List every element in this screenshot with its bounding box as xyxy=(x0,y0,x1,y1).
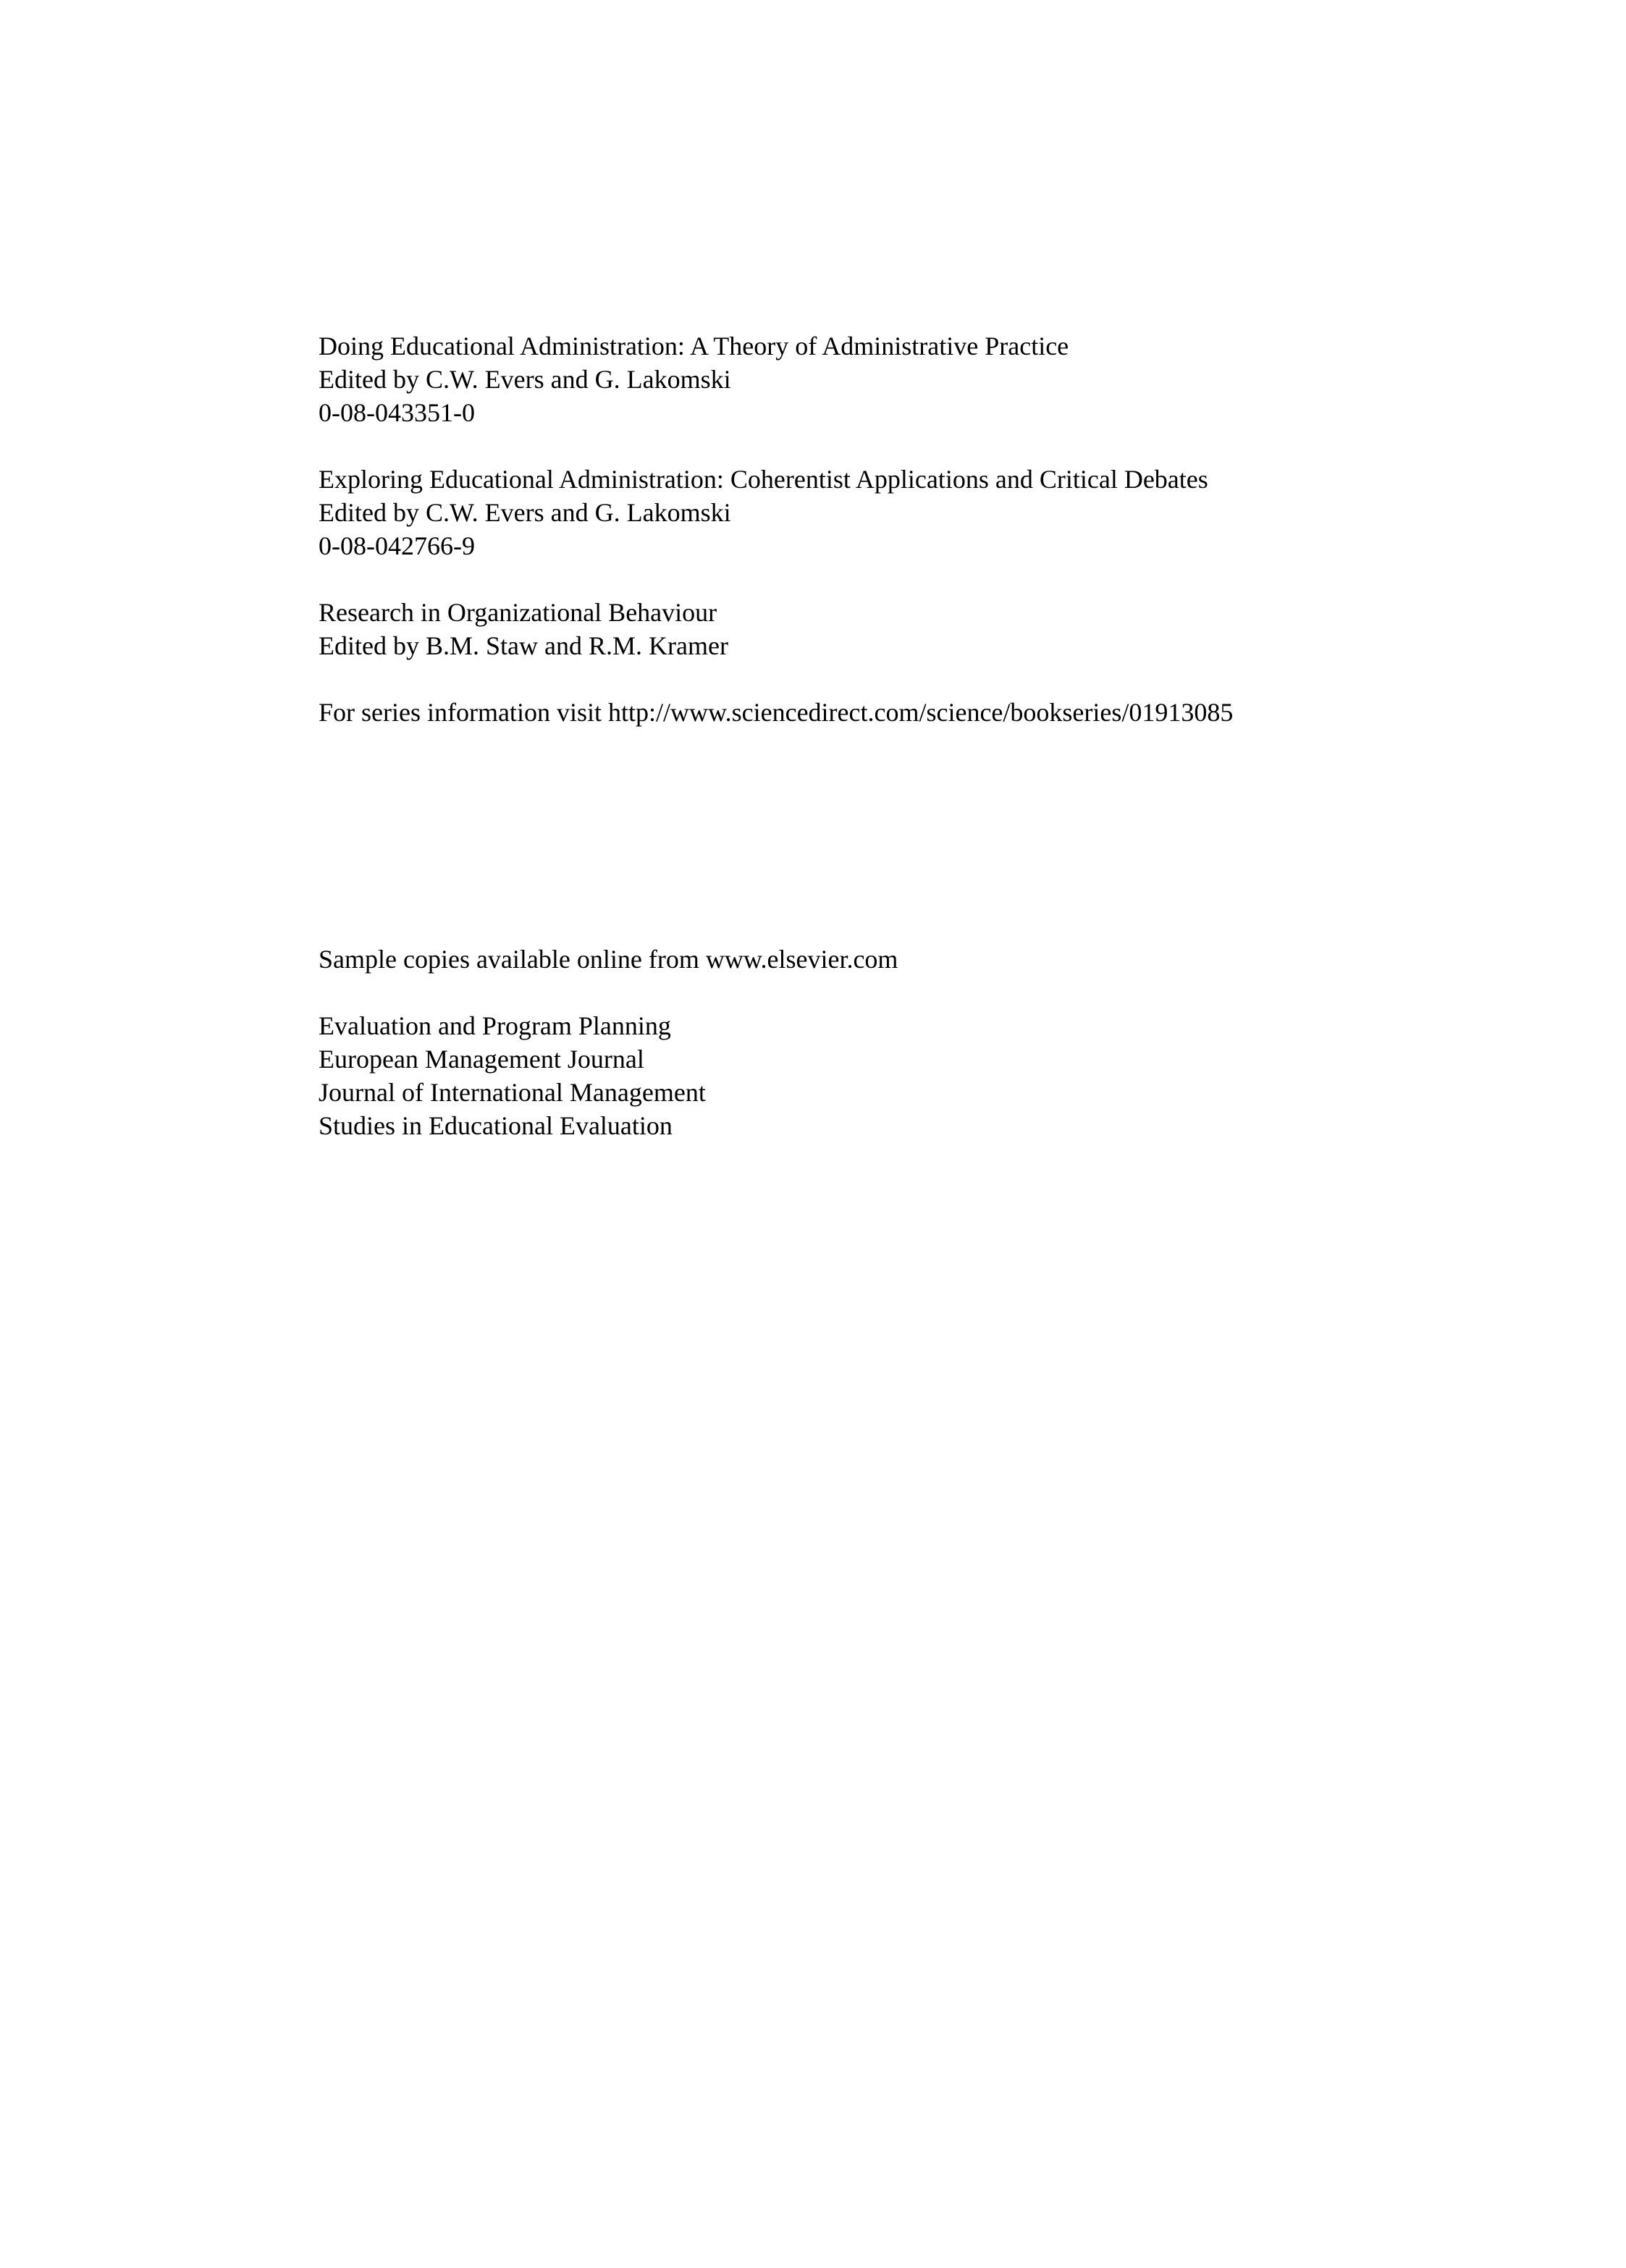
book-editors: Edited by B.M. Staw and R.M. Kramer xyxy=(319,631,728,660)
book-editors: Edited by C.W. Evers and G. Lakomski xyxy=(319,365,731,394)
spacer xyxy=(319,662,1593,696)
book-title: Research in Organizational Behaviour xyxy=(319,598,717,627)
book-series-list xyxy=(319,329,1593,729)
journal-title: Studies in Educational Evaluation xyxy=(319,1111,673,1140)
book-title: Doing Educational Administration: A Theory of Administrative Practice xyxy=(319,332,1069,361)
book-entry xyxy=(319,596,1593,662)
book-isbn: 0-08-043351-0 xyxy=(319,398,475,427)
spacer xyxy=(319,562,1593,596)
journal-title: Journal of International Management xyxy=(319,1078,706,1107)
journals-list xyxy=(319,943,1593,1142)
book-entry xyxy=(319,329,1593,429)
journal-title: Evaluation and Program Planning xyxy=(319,1011,671,1040)
book-title: Exploring Educational Administration: Coherentist Applications and Critical Debates xyxy=(319,465,1208,494)
journals-intro: Sample copies available online from www.elsevier.com xyxy=(319,945,898,974)
series-info-text: For series information visit http://www.sciencedirect.com/science/bookseries/01913085 xyxy=(319,698,1234,727)
spacer xyxy=(319,976,1593,1009)
journal-title: European Management Journal xyxy=(319,1045,644,1074)
book-editors: Edited by C.W. Evers and G. Lakomski xyxy=(319,498,731,527)
book-entry xyxy=(319,463,1593,562)
book-isbn: 0-08-042766-9 xyxy=(319,531,475,560)
spacer xyxy=(319,429,1593,463)
